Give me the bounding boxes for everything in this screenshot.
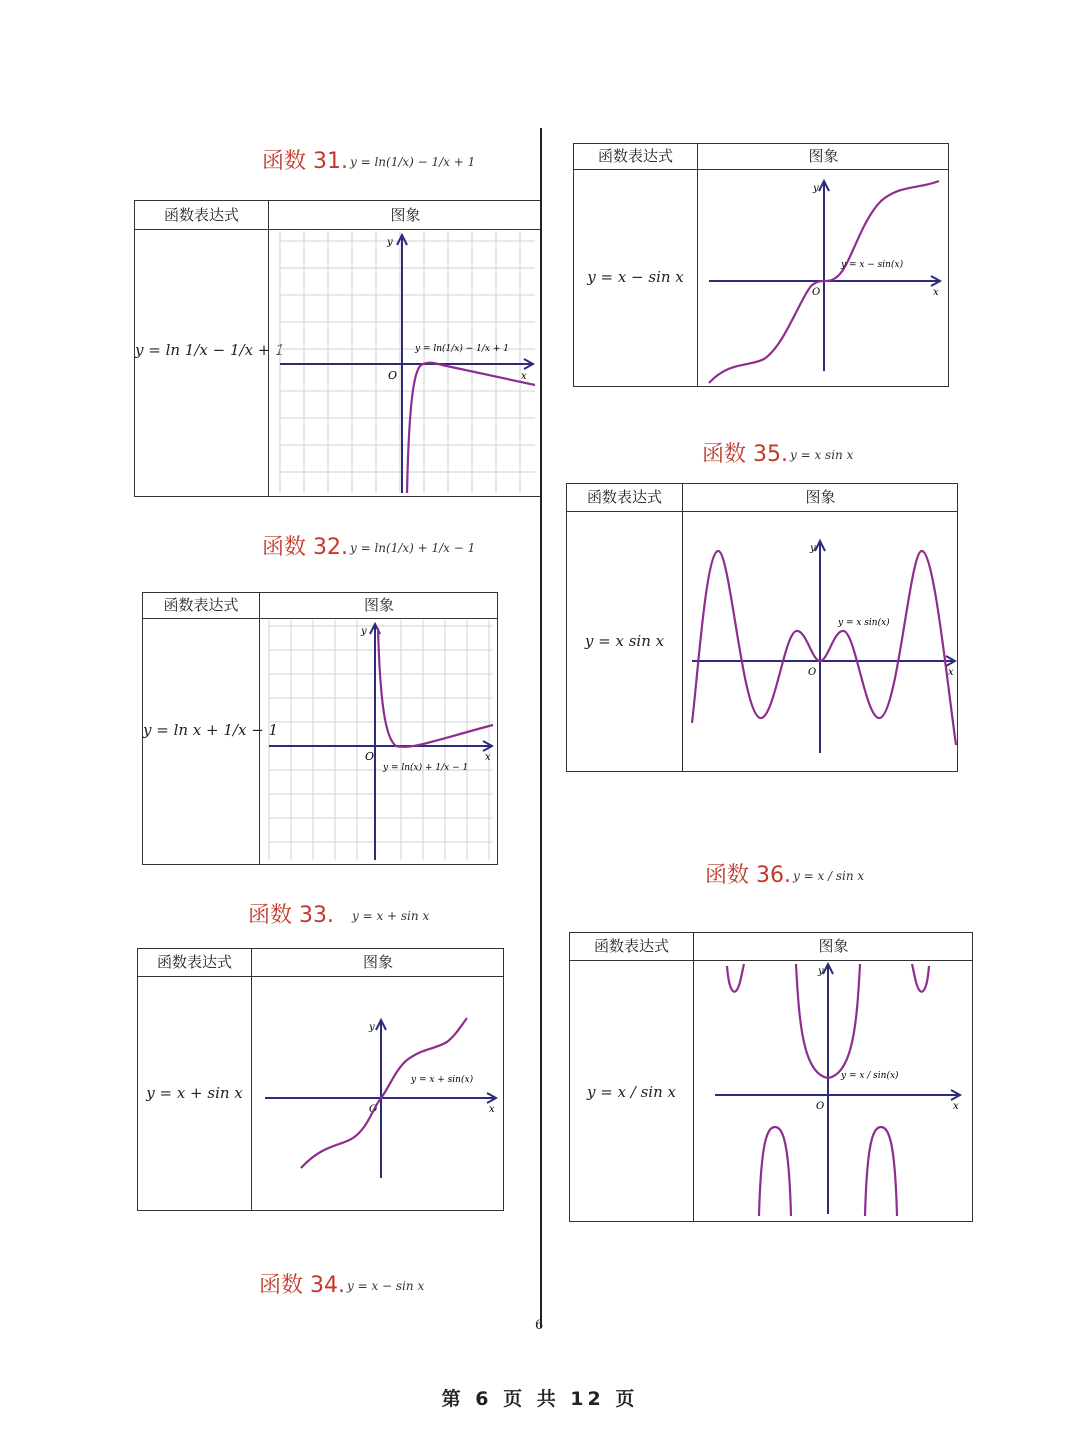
- table-header: [138, 949, 503, 977]
- function-formula: y = x − sin x: [587, 268, 684, 286]
- heading-expression: y = x / sin x: [792, 869, 865, 883]
- table-header: [574, 144, 948, 170]
- heading-label: 函数 32.: [262, 535, 348, 560]
- x-axis-label: x: [953, 1101, 959, 1112]
- heading-expression: y = x sin x: [789, 448, 854, 462]
- origin-label: O: [365, 750, 375, 763]
- x-axis-label: x: [489, 1104, 495, 1115]
- y-axis-label: y: [813, 183, 819, 194]
- header-expression: 函数表达式: [597, 147, 673, 165]
- heading-label: 函数 33.: [248, 903, 334, 928]
- header-graph: 图象: [362, 953, 393, 971]
- function-formula: y = ln 1/x − 1/x + 1: [135, 341, 285, 359]
- x-axis-label: x: [948, 667, 954, 678]
- function-formula: y = x sin x: [584, 632, 665, 650]
- column-divider: [540, 128, 542, 1328]
- function-graph-36: [695, 962, 972, 1221]
- y-axis-label: y: [810, 543, 816, 554]
- heading-label: 函数 35.: [702, 442, 788, 467]
- table-header: [143, 593, 497, 619]
- table-header: [570, 933, 972, 961]
- curve-label: y = ln(x) + 1/x − 1: [383, 763, 469, 773]
- heading-function-31: [262, 144, 475, 175]
- curve-label: y = x sin(x): [838, 618, 890, 628]
- curve-label: y = x / sin(x): [841, 1071, 899, 1081]
- header-graph: 图象: [818, 937, 849, 955]
- heading-function-36: [705, 858, 864, 889]
- origin-label: O: [388, 369, 398, 382]
- header-graph: 图象: [808, 147, 839, 165]
- origin-label: O: [812, 287, 821, 298]
- function-formula: y = x / sin x: [586, 1083, 676, 1101]
- header-graph: 图象: [363, 596, 394, 614]
- header-expression: 函数表达式: [593, 937, 669, 955]
- heading-label: 函数 31.: [262, 149, 348, 174]
- curve-label: y = ln(1/x) − 1/x + 1: [415, 344, 509, 354]
- y-axis-label: y: [818, 966, 824, 977]
- page-footer: 第 6 页 共 12 页: [441, 1388, 639, 1410]
- function-table-35: [566, 483, 958, 772]
- function-table-36: [569, 932, 973, 1222]
- header-expression: 函数表达式: [163, 206, 239, 224]
- header-expression: 函数表达式: [586, 488, 662, 506]
- function-graph-34: [699, 171, 947, 386]
- x-axis-label: x: [485, 752, 491, 763]
- table-header: [567, 484, 957, 512]
- function-graph-32: [261, 620, 497, 864]
- function-formula: y = x + sin x: [146, 1084, 243, 1102]
- header-expression: 函数表达式: [163, 596, 239, 614]
- origin-label: O: [369, 1104, 378, 1115]
- function-table-32: [142, 592, 498, 865]
- heading-function-35: [702, 437, 853, 468]
- heading-expression: y = ln(1/x) − 1/x + 1: [349, 155, 476, 169]
- heading-function-32: [262, 530, 475, 561]
- header-graph: 图象: [390, 206, 421, 224]
- function-table-31: [134, 200, 542, 497]
- page-marker: 6: [535, 1318, 544, 1333]
- heading-expression: y = ln(1/x) + 1/x − 1: [349, 541, 476, 555]
- function-table-34: [573, 143, 949, 387]
- function-formula: y = ln x + 1/x − 1: [143, 721, 279, 739]
- origin-label: O: [816, 1101, 825, 1112]
- x-axis-label: x: [521, 371, 527, 382]
- header-expression: 函数表达式: [156, 953, 232, 971]
- heading-label: 函数 34.: [259, 1273, 345, 1298]
- function-graph-33: [253, 978, 503, 1210]
- heading-function-34: [259, 1268, 424, 1299]
- table-header: [135, 201, 541, 230]
- header-graph: 图象: [805, 488, 836, 506]
- heading-expression: y = x − sin x: [346, 1279, 425, 1293]
- function-graph-35: [684, 513, 957, 771]
- origin-label: O: [808, 667, 817, 678]
- y-axis-label: y: [361, 626, 367, 637]
- curve-label: y = x + sin(x): [411, 1075, 474, 1085]
- function-graph-31: [270, 231, 540, 496]
- curve-label: y = x − sin(x): [841, 260, 904, 270]
- heading-label: 函数 36.: [705, 863, 791, 888]
- heading-function-33: [248, 898, 429, 929]
- x-axis-label: x: [933, 287, 939, 298]
- heading-expression: y = x + sin x: [351, 909, 430, 923]
- function-table-33: [137, 948, 504, 1211]
- y-axis-label: y: [369, 1022, 375, 1033]
- y-axis-label: y: [387, 237, 393, 248]
